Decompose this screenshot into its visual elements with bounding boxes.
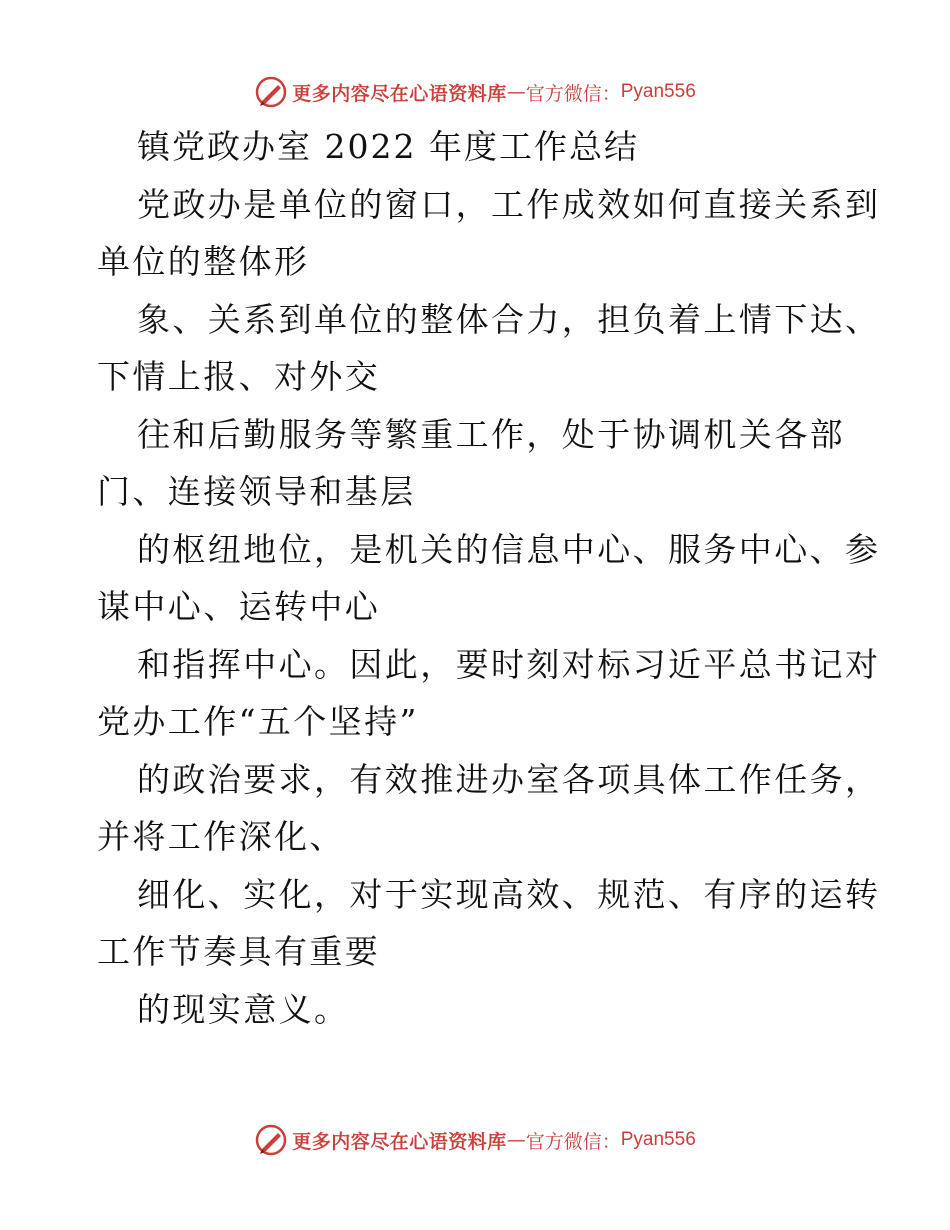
- document-title: 镇党政办室 2022 年度工作总结: [137, 127, 639, 166]
- paragraph-line: 下情上报、对外交: [97, 357, 381, 396]
- paragraph-line: 谋中心、运转中心: [97, 587, 381, 626]
- banner-brand-text: 更多内容尽在心语资料库: [292, 1130, 507, 1153]
- banner-contact-label: 官方微信：: [525, 82, 621, 105]
- paragraph-line: 并将工作深化、: [97, 817, 345, 856]
- paragraph-line: 和指挥中心。因此，要时刻对标习近平总书记对: [137, 644, 881, 684]
- paragraph-line: 门、连接领导和基层: [97, 472, 416, 511]
- pen-logo-icon: [254, 1123, 288, 1157]
- banner-contact-id: Pyan556: [620, 81, 696, 102]
- paragraph-line: 的政治要求，有效推进办室各项具体工作任务，: [137, 759, 881, 799]
- banner-dash: —: [506, 81, 526, 103]
- paragraph-line: 工作节奏具有重要: [97, 932, 381, 971]
- footer-watermark-banner: [0, 1120, 950, 1160]
- paragraph-line: 象、关系到单位的整体合力，担负着上情下达、: [137, 299, 881, 339]
- paragraph-line: 的现实意义。: [137, 989, 350, 1029]
- paragraph-line: 往和后勤服务等繁重工作，处于协调机关各部: [137, 414, 845, 454]
- paragraph-line: 党政办是单位的窗口，工作成效如何直接关系到: [137, 184, 881, 224]
- paragraph-line: 单位的整体形: [97, 242, 310, 281]
- banner-contact-id: Pyan556: [620, 1129, 696, 1150]
- pen-logo-icon: [254, 75, 288, 109]
- paragraph-line: 党办工作“五个坚持”: [97, 702, 419, 741]
- banner-contact-label: 官方微信：: [525, 1130, 621, 1153]
- paragraph-line: 细化、实化，对于实现高效、规范、有序的运转: [137, 874, 881, 914]
- document-body: [97, 118, 881, 1038]
- banner-brand-text: 更多内容尽在心语资料库: [292, 82, 507, 105]
- paragraph-line: 的枢纽地位，是机关的信息中心、服务中心、参: [137, 529, 881, 569]
- header-watermark-banner: [0, 72, 950, 112]
- banner-dash: —: [506, 1129, 526, 1151]
